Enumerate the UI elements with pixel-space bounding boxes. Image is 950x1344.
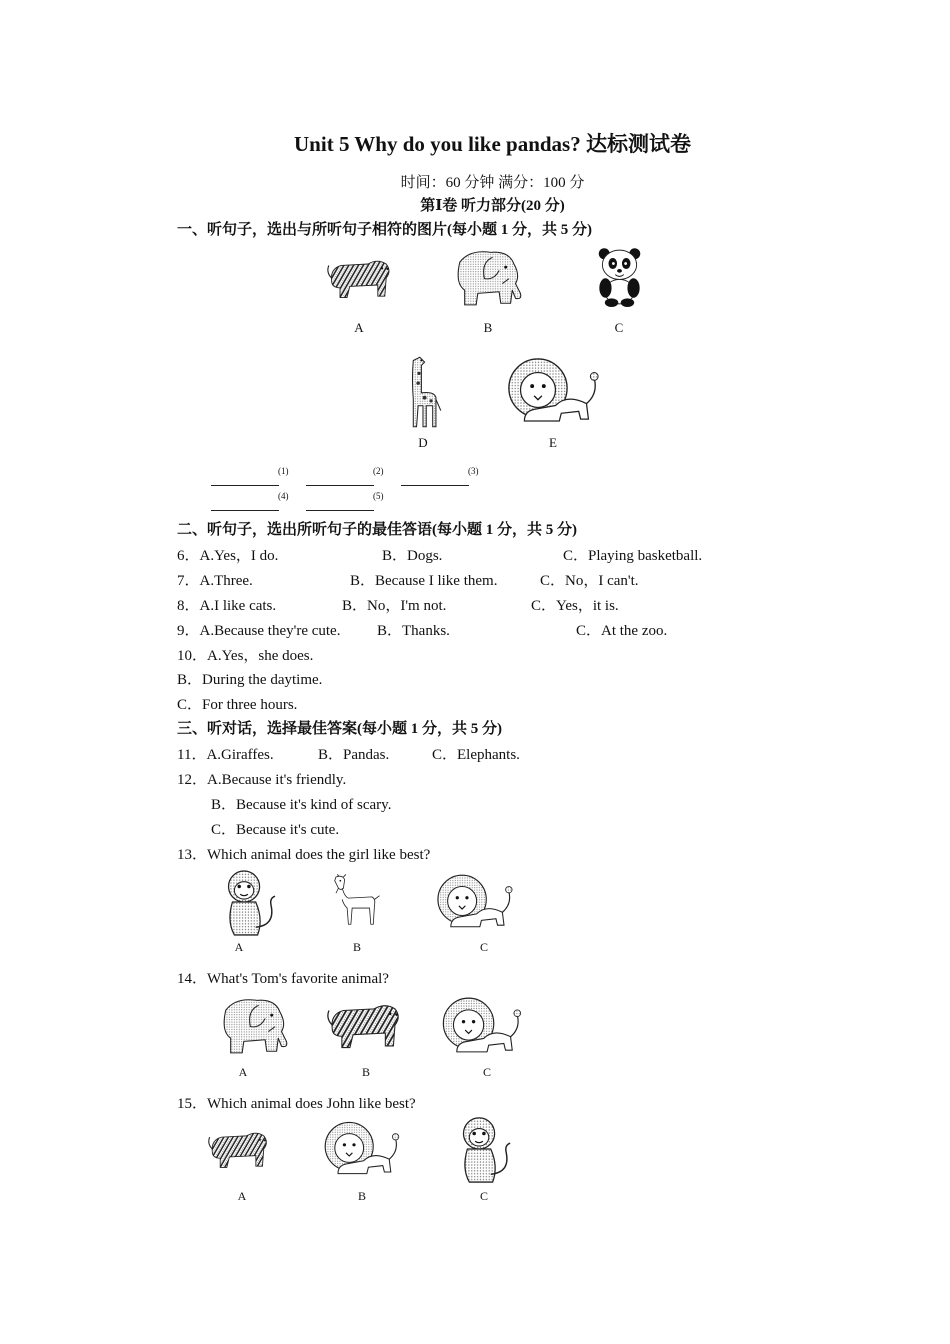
picture-label-c: C	[614, 320, 624, 335]
q11-option-b: B．Pandas.	[318, 747, 390, 763]
page-title: Unit 5 Why do you like pandas? 达标测试卷	[294, 132, 691, 156]
q7-option-c: C．No，I can't.	[540, 573, 639, 589]
blank-number: (3)	[468, 466, 479, 476]
q8-option-a: 8．A.I like cats.	[177, 598, 277, 614]
blank-number: (4)	[278, 491, 289, 501]
q13-question: 13．Which animal does the girl like best?	[177, 847, 431, 863]
q9-option-a: 9．A.Because they're cute.	[177, 623, 341, 639]
q7-option-b: B．Because I like them.	[350, 573, 498, 589]
q7-option-a: 7．A.Three.	[177, 573, 253, 589]
q11-option-a: 11．A.Giraffes.	[177, 747, 274, 763]
q6-option-a: 6．A.Yes，I do.	[177, 548, 279, 564]
elephant-icon	[211, 990, 293, 1060]
part-heading: 第Ⅰ卷 听力部分(20 分)	[420, 198, 565, 214]
q13-label-b: B	[352, 940, 361, 954]
q15-question: 15．Which animal does John like best?	[177, 1096, 416, 1112]
goat-icon	[326, 862, 382, 938]
tiger-icon	[326, 240, 396, 316]
blank-number: (2)	[373, 466, 384, 476]
q15-label-b: B	[357, 1189, 366, 1203]
tiger-icon	[207, 1114, 273, 1184]
section1-heading: 一、听句子，选出与所听句子相符的图片(每小题 1 分，共 5 分)	[177, 222, 592, 238]
panda-icon	[592, 240, 647, 314]
elephant-icon	[445, 244, 527, 310]
blank-number: (1)	[278, 466, 289, 476]
picture-label-d: D	[418, 435, 428, 450]
picture-label-e: E	[549, 435, 557, 450]
lion-icon	[505, 352, 602, 428]
q12-option-b: B．Because it's kind of scary.	[211, 797, 392, 813]
q8-option-b: B．No，I'm not.	[342, 598, 447, 614]
q12-option-a: 12．A.Because it's friendly.	[177, 772, 347, 788]
picture-label-b: B	[483, 320, 493, 335]
section3-heading: 三、听对话，选择最佳答案(每小题 1 分，共 5 分)	[177, 721, 502, 737]
q14-question: 14．What's Tom's favorite animal?	[177, 971, 389, 987]
q14-label-a: A	[238, 1065, 248, 1079]
q6-option-b: B．Dogs.	[382, 548, 443, 564]
q15-label-a: A	[237, 1189, 247, 1203]
monkey-icon	[215, 866, 277, 938]
exam-meta: 时间：60 分钟 满分：100 分	[400, 175, 585, 191]
q13-label-a: A	[234, 940, 244, 954]
q9-option-b: B．Thanks.	[377, 623, 450, 639]
answer-blank-1[interactable]	[211, 471, 279, 486]
answer-blank-3[interactable]	[401, 471, 469, 486]
q10-option-b: B．During the daytime.	[177, 672, 323, 688]
answer-blank-2[interactable]	[306, 471, 374, 486]
q6-option-c: C．Playing basketball.	[563, 548, 703, 564]
lion-icon	[322, 1112, 402, 1184]
monkey-icon	[442, 1114, 520, 1184]
q14-label-b: B	[361, 1065, 370, 1079]
answer-blank-5[interactable]	[306, 496, 374, 511]
q15-label-c: C	[479, 1189, 488, 1203]
picture-label-a: A	[354, 320, 364, 335]
section2-heading: 二、听句子，选出所听句子的最佳答语(每小题 1 分，共 5 分)	[177, 522, 577, 538]
tiger-icon	[325, 996, 407, 1054]
lion-icon	[440, 994, 524, 1056]
q8-option-c: C．Yes，it is.	[531, 598, 619, 614]
q11-option-c: C．Elephants.	[432, 747, 520, 763]
giraffe-icon	[400, 354, 446, 430]
q10-option-a: 10．A.Yes，she does.	[177, 648, 314, 664]
lion-icon	[434, 872, 516, 930]
q9-option-c: C．At the zoo.	[576, 623, 668, 639]
answer-blank-4[interactable]	[211, 496, 279, 511]
q13-label-c: C	[479, 940, 488, 954]
blank-number: (5)	[373, 491, 384, 501]
q14-label-c: C	[482, 1065, 491, 1079]
q12-option-c: C．Because it's cute.	[211, 822, 340, 838]
q10-option-c: C．For three hours.	[177, 697, 298, 713]
